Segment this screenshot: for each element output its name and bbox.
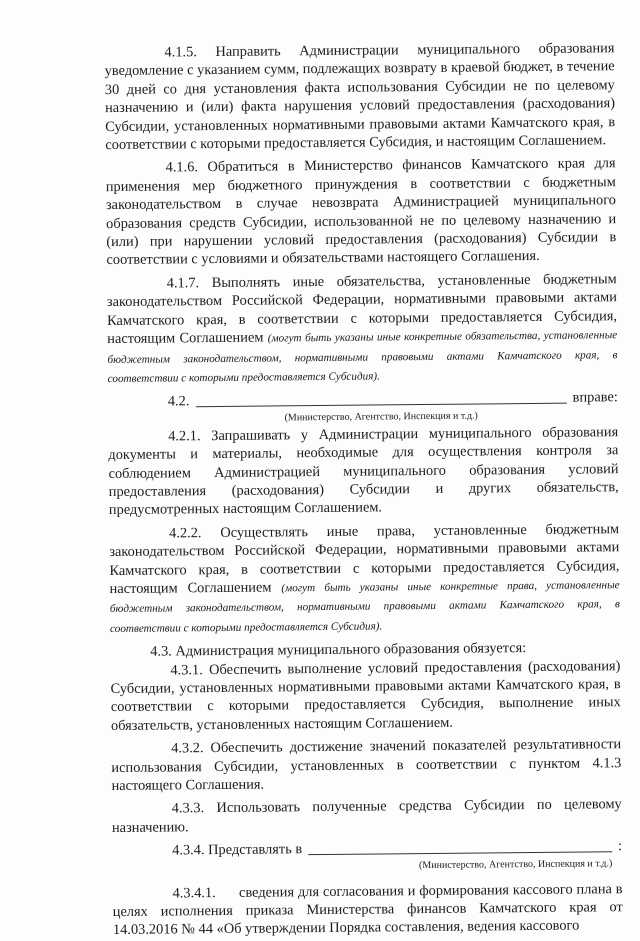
clause-4-2-tail: вправе: [572,389,618,406]
fill-in-blank-4-2 [195,402,566,424]
clause-4-2-number: 4.2. [167,393,190,410]
clause-4-1-7-text: 4.1.7. Выполнять иные обязательства, установленные бюджетным законодательством Российской Федерации, нормативными правовыми актами Камчатского края, в соответствии с которыми предоставляется Субсидия, настоящим Соглашением [106,271,618,348]
clause-4-3-3: 4.3.3. Использовать полученные средства Субсидии по целевому назначению. [111,796,622,836]
clause-4-1-5: 4.1.5. Направить Администрации муниципального образования уведомление с указанием сумм, подлежащих возврату в краевой бюджет, в течение 30 дней со дня установления факта использования Субсидии не по целевому назначению и (или) факта нарушения условий предоставления (расходования) Субсидии, установленных нормативными правовыми актами Камчатского края, в соответствии с которыми предоставляется Субсидия, и настоящим Соглашением. [104,40,616,154]
clause-4-3-4-1 [112,880,623,940]
clause-4-3-4-tail: : [618,838,623,855]
clause-4-3-4-1-number: 4.3.4.1. [172,884,216,902]
clause-4-2-2 [109,520,620,638]
clause-4-3-2: 4.3.2. Обеспечить достижение значений показателей результативности использования Субсидии, установленных в соответствии с пунктом 4.1.3 настоящего Соглашения. [111,736,622,795]
clause-4-3-1: 4.3.1. Обеспечить выполнение условий предоставления (расходования) Субсидии, установленных нормативными правовыми актами Камчатского края, в соответствии с которыми предоставляется Субсидия, выполнение иных обязательств, установленных настоящим Соглашением. [110,657,621,734]
clause-4-2-1: 4.2.1. Запрашивать у Администрации муниципального образования документы и материалы, необходимые для осуществления контроля за соблюдением Администрацией муниципального образования условий предоставления (расходования) Субсидии и других обязательств, предусмотренных настоящим Соглашением. [108,423,619,519]
blank-hint-4-2: (Министерство, Агентство, Инспекция и т.д.) [284,410,478,424]
clause-4-3-4-lead: 4.3.4. Представлять в [172,841,303,859]
clause-4-1-7 [107,270,618,388]
clause-4-3-4-line [112,837,623,871]
clause-4-1-7-note: (могут быть указаны иные конкретные обязательства, установленные бюджетным законодательством, нормативными правовыми актами Камчатского края, в соответствии с которыми предоставляется Субсидия). [107,329,618,385]
clause-4-2-2-note: (могут быть указаны иные конкретные права, установленные бюджетным законодательством, нормативными правовыми актами Камчатского края, в соответствии с которыми предоставляется Субсидия). [109,579,620,635]
clause-4-3-4-1-text: сведения для согласования и формирования кассового плана в целях исполнения приказа Министерства финансов Камчатского края от 14.03.2016 № 44 «Об утверждении Порядка составления, ведения кассового [112,880,623,939]
fill-in-blank-4-3-4 [308,851,613,871]
clause-4-3-heading: 4.3. Администрация муниципального образования обязуется: [150,640,527,660]
clause-4-2-2-text: 4.2.2. Осуществлять иные права, установленные бюджетным законодательством Российской Федерации, нормативными правовыми актами Камчатского края, в соответствии с которыми предоставляется Субсидия, настоящим Соглашением [109,520,620,598]
clause-4-1-6: 4.1.6. Обратиться в Министерство финансов Камчатского края для применения мер бюджетного принуждения в соответствии с бюджетным законодательством в случае невозврата Администрацией муниципального образования средств Субсидии, использованной не по целевому назначению и (или) при нарушении условий предоставления (расходования) Субсидии в соответствии с условиями и обязательствами настоящего Соглашения. [105,155,617,269]
blank-hint-4-3-4: (Министерство, Агентство, Инспекция и т.д.) [418,857,613,871]
clause-4-2-line [108,388,618,424]
